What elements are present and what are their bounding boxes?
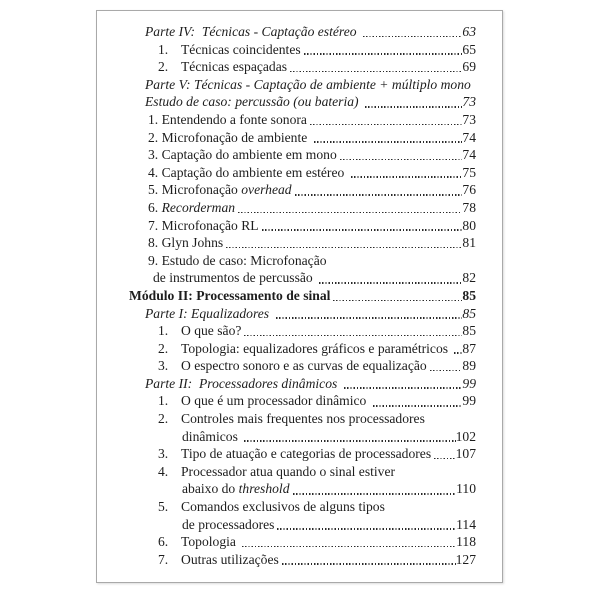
dot-leader: [277, 528, 456, 530]
dot-leader: [434, 458, 455, 460]
dot-leader: [430, 370, 463, 372]
toc-entry-number: 2.: [158, 340, 169, 356]
toc-page-number: 110: [456, 481, 476, 497]
toc-page-number: 87: [462, 340, 476, 356]
toc-entry-text: Topologia: [181, 534, 240, 550]
dot-leader: [290, 71, 462, 73]
toc-page-number: 99: [462, 393, 476, 409]
toc-entry-text: 2. Microfonação de ambiente: [148, 129, 311, 145]
toc-entry-number: 2.: [158, 59, 169, 75]
toc-entry-number: 4.: [158, 463, 169, 479]
toc-entry: [97, 322, 476, 340]
toc-entry-text: 1. Entendendo a fonte sonora: [148, 111, 307, 127]
toc-page-number: 80: [462, 217, 476, 233]
dot-leader: [262, 229, 463, 231]
toc-entry: [97, 340, 476, 358]
toc-entry-text: Parte I: Equalizadores: [145, 305, 273, 321]
toc-entry: [97, 445, 476, 463]
toc-entry-text: 7. Microfonação RL: [148, 217, 259, 233]
toc-entry-text: 4. Captação do ambiente em estéreo: [148, 164, 348, 180]
dot-leader: [333, 300, 462, 302]
dot-leader: [344, 387, 463, 389]
toc-entry-text: dinâmicos: [182, 428, 242, 444]
toc-page-number: 81: [462, 235, 476, 251]
dot-leader: [244, 335, 462, 337]
dot-leader: [242, 546, 456, 548]
dot-leader: [244, 440, 455, 442]
toc-page-number: 118: [456, 534, 476, 550]
dot-leader: [282, 563, 456, 565]
toc-page-number: 85: [462, 287, 476, 303]
dot-leader: [295, 194, 463, 196]
toc-entry: [97, 234, 476, 252]
toc-entry: [97, 111, 476, 129]
toc-entry-text: 9. Estudo de caso: Microfonação: [148, 252, 327, 268]
toc-page-number: 65: [462, 41, 476, 57]
toc-page-number: 102: [455, 428, 476, 444]
toc-entry: [97, 498, 476, 516]
toc-entry-number: 1.: [158, 393, 169, 409]
toc-entry: [97, 392, 476, 410]
toc-entry: [97, 129, 476, 147]
toc-entry-text: Estudo de caso: percussão (ou bateria): [145, 94, 362, 110]
toc-entry-text: Tipo de atuação e categorias de processadores: [181, 446, 432, 462]
toc-entry-text: Técnicas espaçadas: [181, 59, 288, 75]
dot-leader: [314, 141, 463, 143]
toc-page-number: 74: [462, 147, 476, 163]
toc-entry-text: abaixo do threshold: [182, 481, 290, 497]
dot-leader: [365, 106, 462, 108]
toc-page: [96, 10, 503, 583]
toc-entry-text: Outras utilizações: [181, 551, 279, 567]
toc-entry-text: de processadores: [182, 516, 275, 532]
toc-entry: [97, 164, 476, 182]
toc-page-number: 114: [456, 516, 476, 532]
toc-entry: [97, 58, 476, 76]
toc-entry: [97, 181, 476, 199]
toc-entry-text: Parte IV: Técnicas - Captação estéreo: [145, 24, 360, 39]
toc-entry-number: 7.: [158, 551, 169, 567]
toc-entry: [97, 463, 476, 481]
toc-page-number: 76: [462, 182, 476, 198]
toc-entry: [97, 375, 476, 393]
toc-page-number: 78: [462, 199, 476, 215]
dot-leader: [373, 405, 463, 407]
toc-entry: [97, 217, 476, 235]
toc-entry: [97, 41, 476, 59]
toc-entry-text: 8. Glyn Johns: [148, 235, 224, 251]
toc-entry: [97, 410, 476, 428]
toc-entry-number: 1.: [158, 41, 169, 57]
toc-entry: [97, 199, 476, 217]
toc-entries: [97, 23, 476, 568]
toc-page-number: 85: [462, 323, 476, 339]
toc-entry-text: Controles mais frequentes nos processadores: [181, 411, 425, 427]
toc-entry: [97, 93, 476, 111]
toc-page-number: 74: [462, 129, 476, 145]
toc-entry-text: Comandos exclusivos de alguns tipos: [181, 499, 385, 515]
dot-leader: [351, 176, 463, 178]
toc-entry-text: O espectro sonoro e as curvas de equalização: [181, 358, 427, 374]
dot-leader: [340, 159, 463, 161]
dot-leader: [363, 36, 462, 38]
toc-entry-number: 1.: [158, 323, 169, 339]
toc-entry-number: 2.: [158, 411, 169, 427]
toc-entry: [97, 551, 476, 569]
toc-entry: [97, 287, 476, 305]
toc-entry-number: 5.: [158, 499, 169, 515]
toc-entry: [97, 305, 476, 323]
toc-entry-text: O que são?: [181, 323, 242, 339]
dot-leader: [304, 53, 463, 55]
toc-page-number: 99: [462, 375, 476, 391]
dot-leader: [238, 212, 462, 214]
toc-entry-text: 3. Captação do ambiente em mono: [148, 147, 337, 163]
toc-entry: [97, 146, 476, 164]
toc-entry-text: O que é um processador dinâmico: [181, 393, 370, 409]
toc-entry: [97, 23, 476, 41]
toc-entry-text: Parte V: Técnicas - Captação de ambiente + múltiplo mono: [145, 76, 471, 92]
dot-leader: [293, 493, 457, 495]
toc-entry: [97, 252, 476, 270]
dot-leader: [310, 124, 462, 126]
toc-page-number: 69: [462, 59, 476, 75]
toc-entry-number: 3.: [158, 358, 169, 374]
toc-entry-text: 6. Recorderman: [148, 199, 236, 215]
toc-entry: [97, 269, 476, 287]
toc-entry: [97, 533, 476, 551]
toc-page-number: 73: [462, 111, 476, 127]
toc-entry: [97, 516, 476, 534]
toc-entry: [97, 480, 476, 498]
toc-entry-text: Topologia: equalizadores gráficos e paramétricos: [181, 340, 452, 356]
dot-leader: [319, 282, 462, 284]
toc-entry: [97, 357, 476, 375]
toc-page-number: 73: [462, 94, 476, 110]
toc-entry-text: Técnicas coincidentes: [181, 41, 301, 57]
toc-entry: [97, 76, 476, 94]
toc-entry-number: 6.: [158, 534, 169, 550]
dot-leader: [454, 352, 462, 354]
toc-entry-text: Parte II: Processadores dinâmicos: [145, 375, 341, 391]
toc-page-number: 107: [455, 446, 476, 462]
toc-entry-text: de instrumentos de percussão: [153, 270, 317, 286]
dot-leader: [226, 247, 462, 249]
toc-entry-text: Módulo II: Processamento de sinal: [129, 287, 331, 303]
toc-entry-text: 5. Microfonação overhead: [148, 182, 292, 198]
toc-entry-number: 3.: [158, 446, 169, 462]
toc-page-number: 127: [455, 551, 476, 567]
toc-page-number: 75: [462, 164, 476, 180]
toc-page-number: 82: [462, 270, 476, 286]
dot-leader: [276, 317, 463, 319]
toc-page-number: 85: [462, 305, 476, 321]
toc-page-number: 63: [462, 24, 476, 39]
toc-entry-text: Processador atua quando o sinal estiver: [181, 463, 396, 479]
toc-entry: [97, 428, 476, 446]
toc-page-number: 89: [462, 358, 476, 374]
